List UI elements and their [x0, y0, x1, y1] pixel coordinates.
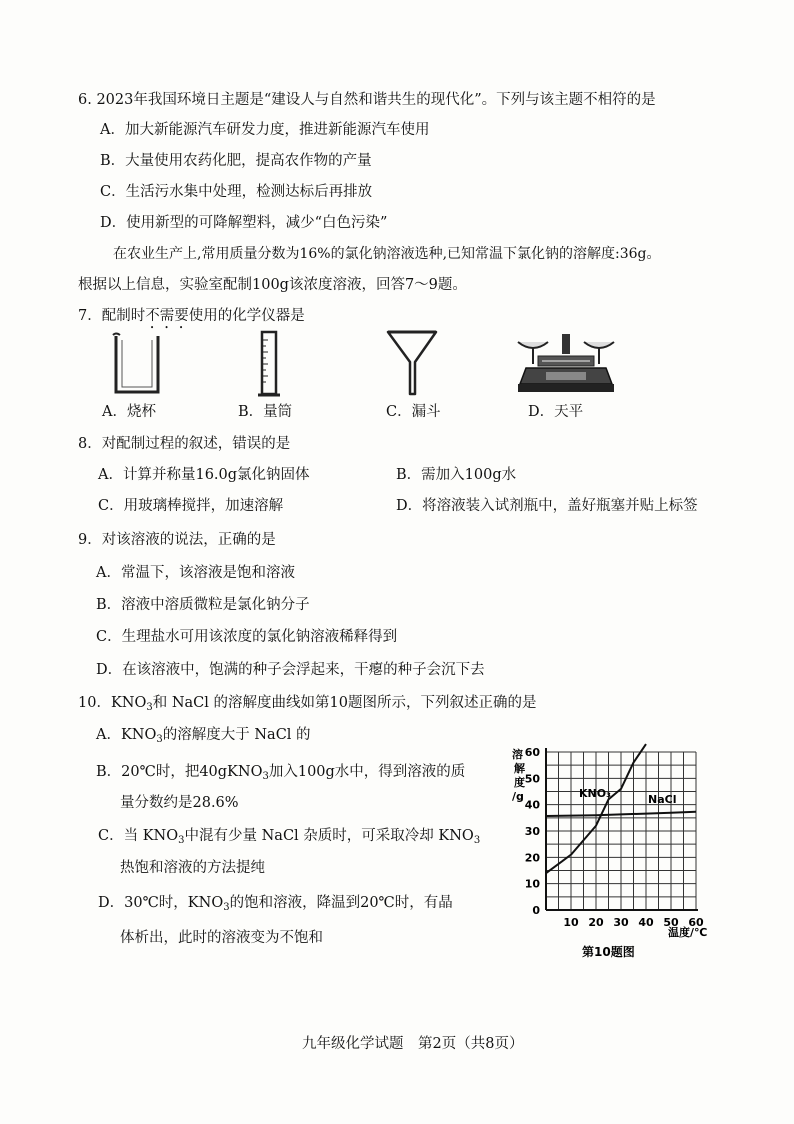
chart-ylabel-1: 溶: [512, 748, 523, 761]
q10-option-c-cont: 热饱和溶液的方法提纯: [120, 860, 265, 876]
solubility-chart: [500, 700, 720, 966]
q10-option-a-subscript: 3: [156, 734, 163, 745]
q10-option-b-cont: 量分数约是28.6%: [120, 795, 239, 811]
y-tick-label: 60: [524, 746, 540, 759]
balance-scale-icon: [516, 330, 616, 396]
q6-option-b: B．大量使用农药化肥，提高农作物的产量: [100, 153, 372, 169]
chart-xlabel: 温度/℃: [668, 926, 708, 939]
y-tick-label: 0: [532, 904, 540, 917]
x-tick-label: 10: [563, 916, 579, 929]
q10-option-d: [98, 893, 453, 918]
q10-stem: [78, 693, 536, 718]
y-tick-label: 40: [524, 798, 540, 812]
q7-option-b: B．量筒: [238, 404, 293, 420]
intro-line-1: 在农业生产上,常用质量分数为16%的氯化钠溶液选种,已知常温下氯化钠的溶解度:36g。: [113, 246, 661, 262]
q7-stem-pre: 7．配制时: [78, 308, 146, 324]
q10-option-c-subscript1: 3: [178, 835, 185, 846]
chart-grid: [546, 752, 696, 910]
q10-option-d-subscript: 3: [223, 902, 230, 913]
q6-option-d: D．使用新型的可降解塑料，减少“白色污染”: [100, 215, 388, 231]
q8-option-d: D．将溶液装入试剂瓶中，盖好瓶塞并贴上标签: [396, 498, 698, 514]
q10-option-c-part1: C．当 KNO: [98, 828, 179, 844]
q10-option-b-part2: 加入100g水中，得到溶液的质: [268, 764, 466, 780]
chart-ylabel-4: /g: [512, 790, 524, 803]
page-footer: 九年级化学试题 第2页（共8页）: [302, 1036, 524, 1052]
q9-option-c: C．生理盐水可用该浓度的氯化钠溶液稀释得到: [96, 629, 398, 645]
y-tick-label: 50: [524, 772, 540, 786]
q7-stem-emphasis: 不需要: [145, 308, 189, 324]
y-tick-label: 20: [524, 851, 540, 865]
q9-option-d: D．在该溶液中，饱满的种子会浮起来，干瘪的种子会沉下去: [96, 662, 485, 678]
q8-stem: 8．对配制过程的叙述，错误的是: [78, 436, 291, 452]
q6-stem: 6. 2023年我国环境日主题是“建设人与自然和谐共生的现代化”。下列与该主题不相符的是: [78, 92, 656, 108]
x-tick-label: 30: [613, 916, 629, 929]
chart-ticks: [525, 746, 704, 929]
q10-option-d-part2: 的饱和溶液，降温到20℃时，有晶: [229, 895, 453, 911]
q10-option-c-part2: 中混有少量 NaCl 杂质时，可采取冷却 KNO: [184, 828, 474, 844]
q7-option-a: A．烧杯: [102, 404, 156, 420]
q10-option-b-part1: B．20℃时，把40gKNO: [96, 764, 263, 780]
q10-option-c: [98, 826, 480, 851]
q10-stem-b: 和 NaCl 的溶解度曲线如第10题图所示，下列叙述正确的是: [152, 695, 537, 711]
q8-option-b: B．需加入100g水: [396, 467, 517, 483]
chart-ylabel-3: 度: [514, 776, 525, 789]
x-tick-label: 60: [688, 916, 704, 929]
q6-option-a: A．加大新能源汽车研发力度，推进新能源汽车使用: [100, 122, 430, 138]
chart-title: 第10题图: [582, 945, 635, 959]
q9-stem: 9．对该溶液的说法，正确的是: [78, 532, 276, 548]
y-tick-label: 30: [524, 825, 540, 838]
q10-option-a-part1: A．KNO: [96, 727, 157, 743]
q6-option-c: C．生活污水集中处理，检测达标后再排放: [100, 184, 373, 200]
x-tick-label: 40: [638, 916, 654, 929]
q10-stem-a: 10．KNO: [78, 695, 147, 711]
chart-axes: [546, 748, 698, 910]
y-tick-label: 10: [524, 877, 540, 891]
q10-option-d-cont: 体析出，此时的溶液变为不饱和: [120, 930, 323, 946]
q7-stem: [78, 306, 305, 332]
beaker-icon: [112, 332, 164, 396]
q9-option-b: B．溶液中溶质微粒是氯化钠分子: [96, 597, 310, 613]
q10-option-b: [96, 762, 465, 787]
q10-option-d-part1: D．30℃时，KNO: [98, 895, 224, 911]
q10-subscript: 3: [146, 702, 153, 713]
q8-option-a: A．计算并称量16.0g氯化钠固体: [98, 467, 310, 483]
q10-option-b-subscript: 3: [262, 771, 269, 782]
q10-option-a: [96, 725, 311, 750]
q7-option-c: C．漏斗: [386, 404, 441, 420]
chart-ylabel-2: 解: [514, 762, 525, 775]
q8-option-c: C．用玻璃棒搅拌，加速溶解: [98, 498, 284, 514]
q7-stem-post: 使用的化学仪器是: [188, 308, 305, 324]
measuring-cylinder-icon: [256, 330, 284, 398]
x-tick-label: 20: [588, 916, 604, 929]
q7-option-d: D．天平: [528, 404, 584, 420]
q9-option-a: A．常温下，该溶液是饱和溶液: [96, 565, 295, 581]
x-tick-label: 50: [663, 916, 679, 929]
q10-option-c-subscript2: 3: [473, 835, 481, 846]
series-label-kno3: KNO₃: [579, 787, 611, 800]
funnel-icon: [385, 328, 439, 398]
series-label-nacl: NaCl: [648, 793, 677, 806]
intro-line-2: 根据以上信息，实验室配制100g该浓度溶液，回答7～9题。: [78, 277, 467, 293]
q10-option-a-part2: 的溶解度大于 NaCl 的: [162, 727, 311, 743]
